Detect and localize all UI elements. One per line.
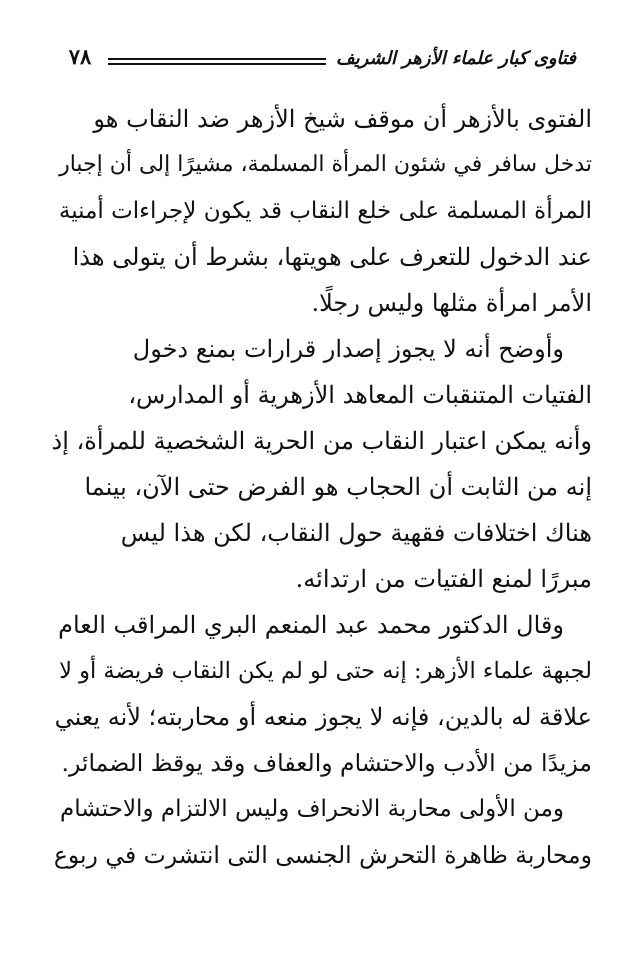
text-line: علاقة له بالدين، فإنه لا يجوز منعه أو محاربته؛ لأنه يعني: [54, 703, 592, 731]
text-line: الأمر امرأة مثلها وليس رجلًا.: [311, 289, 592, 317]
text-line: عند الدخول للتعرف على هويتها، بشرط أن يتولى هذا: [72, 243, 592, 271]
text-line: لجبهة علماء الأزهر: إنه حتى لو لم يكن النقاب فريضة أو لا: [59, 658, 592, 684]
page-header: [58, 40, 578, 82]
text-line: ومحاربة ظاهرة التحرش الجنسى التى انتشرت في ربوع: [53, 841, 592, 869]
text-line: هناك اختلافات فقهية حول النقاب، لكن هذا ليس: [120, 519, 592, 547]
text-line: وأنه يمكن اعتبار النقاب من الحرية الشخصية للمرأة، إذ: [52, 427, 592, 455]
page-number: ٧٨: [68, 44, 92, 69]
text-line: الفتوى بالأزهر أن موقف شيخ الأزهر ضد النقاب هو: [93, 105, 592, 133]
text-line: إنه من الثابت أن الحجاب هو الفرض حتى الآن، بينما: [84, 473, 592, 501]
text-line: وأوضح أنه لا يجوز إصدار قرارات بمنع دخول: [132, 335, 564, 363]
text-line: وقال الدكتور محمد عبد المنعم البري المراقب العام: [58, 611, 564, 639]
text-line: الفتيات المتنقبات المعاهد الأزهرية أو المدارس،: [128, 381, 592, 409]
header-rule-top: [108, 58, 326, 60]
text-line: المرأة المسلمة على خلع النقاب قد يكون لإجراءات أمنية: [58, 198, 592, 224]
text-line: مبررًا لمنع الفتيات من ارتدائه.: [295, 565, 592, 593]
text-line: مزيدًا من الأدب والاحتشام والعفاف وقد يوقظ الضمائر.: [61, 749, 592, 777]
body-text: [52, 96, 592, 878]
text-line: ومن الأولى محاربة الانحراف وليس الالتزام والاحتشام: [60, 796, 564, 822]
header-rule-bottom: [108, 63, 326, 65]
running-title: فتاوى كبار علماء الأزهر الشريف: [335, 48, 577, 69]
text-line: تدخل سافر في شئون المرأة المسلمة، مشيرًا إلى أن إجبار: [59, 152, 592, 177]
